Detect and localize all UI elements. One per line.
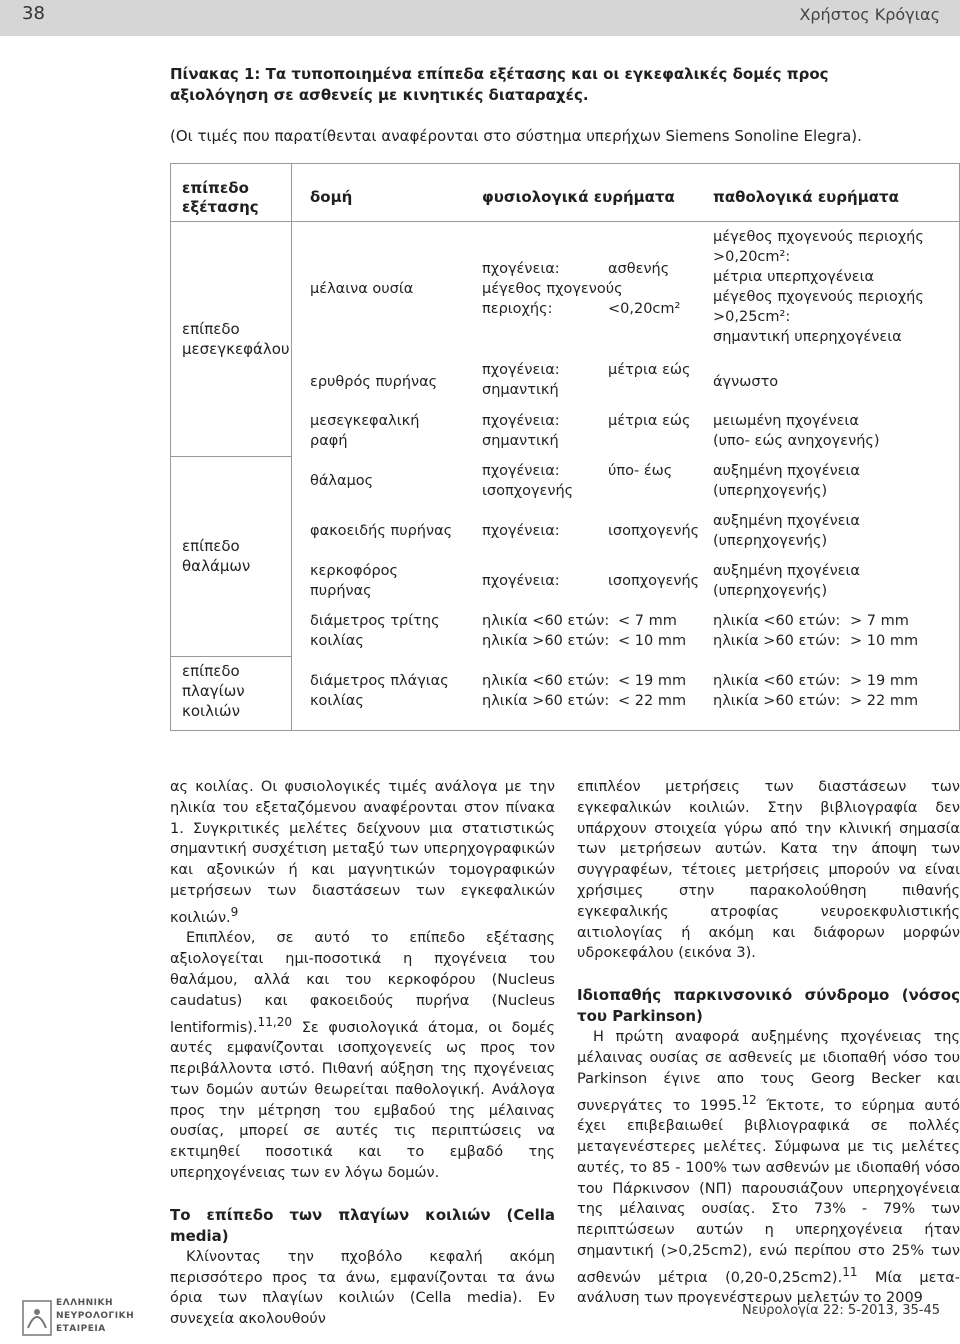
paragraph-text: ας κοιλίας. Οι φυσιολογικές τιμές ανάλογα με την ηλικία του εξεταζόμενου αναφέρονται στον πίνακα 1. Συγκριτικές μελέτες δείχνουν μια στατιστικώς σημαντική συσχέτιση μεταξύ των υπερηχογραφικών και αξονικών ή και μαγνητικών τομογραφικών μετρήσεων των διαστάσεων των εγκεφαλικών κοιλιών. xyxy=(170,779,555,926)
physiological-cell xyxy=(482,571,560,591)
pathological-value-cell xyxy=(850,611,918,651)
header-physiological: φυσιολογικά ευρήματα xyxy=(482,188,675,206)
pathological-line: μέτρια υπερπχογένεια xyxy=(713,269,875,285)
pathological-cell xyxy=(713,611,840,651)
physiological-cell xyxy=(482,521,560,541)
structure-line: ερυθρός πυρήνας xyxy=(310,374,438,390)
journal-citation: Νευρολογία 22: 5-2013, 35-45 xyxy=(741,1303,940,1318)
pathological-cell xyxy=(713,372,778,392)
physiological-cell xyxy=(482,360,560,400)
header-structure: δομή xyxy=(310,188,353,206)
physiological-line: ηλικία <60 ετών: xyxy=(482,673,610,689)
physiological-line: πχογένεια: xyxy=(482,573,560,589)
level-line: επίπεδο xyxy=(182,662,240,680)
physiological-line: < 10 mm xyxy=(618,633,687,649)
structure-cell xyxy=(310,411,419,451)
structure-cell xyxy=(310,521,452,541)
header-level xyxy=(182,179,259,217)
physiological-line xyxy=(608,279,680,299)
structure-line: διάμετρος πλάγιας xyxy=(310,673,449,689)
paragraph xyxy=(170,777,555,928)
physiological-line: ηλικία >60 ετών: xyxy=(482,693,610,709)
paragraph xyxy=(170,928,555,1183)
physiological-line: περιοχής: xyxy=(482,301,553,317)
citation: 9 xyxy=(230,904,239,919)
physiological-cell xyxy=(482,461,573,501)
pathological-line: (υπερηχογενής) xyxy=(713,533,828,549)
structure-cell xyxy=(310,671,449,711)
paragraph-text: Σε φυσιολογικά άτομα, οι δομές αυτές εμφανίζονται ισοπχογενείς ως προς τον περιβάλλοντα ιστό. Πιθανή αύξηση της πχογένειας των δομών αυτών θεωρείται παθολογική. Ανάλογα προς την μέτρηση του εμβαδού της μέλαινας ουσίας, μπορεί σε αυτές τις περιπτώσεις να εκτιμηθεί ποσοτικά και το εμβαδό της υπερηχογένειας των εν λόγω δομών. xyxy=(170,1019,555,1181)
pathological-line: (υπο- εώς ανηχογενής) xyxy=(713,433,880,449)
pathological-line: ηλικία >60 ετών: xyxy=(713,693,841,709)
paragraph-text: Έκτοτε, το εύρημα αυτό έχει επιβεβαιωθεί βιβλιογραφικά σε πολλές μεταγενέστερες μελέτες. Σύμφωνα με τις μελέτες αυτές, το 85 - 100% των ασθενών με ιδιοπαθή νόσο του Πάρκινσον (ΝΠ) παρουσιάζουν υπερηχογένεια της μέλαινας ουσίας. Στο 73% - 79% των περιπτώσεων αυτών η υπερηχογένεια ήταν σημαντική (>0,25cm2), ενώ περίπου στο 25% των ασθενών μέτρια (0,20-0,25cm2). xyxy=(577,1097,960,1286)
section-heading: Ιδιοπαθής παρκινσονικό σύνδρομο (νόσος του Parkinson) xyxy=(577,986,960,1026)
pathological-line: > 22 mm xyxy=(850,693,919,709)
findings-table xyxy=(170,163,960,731)
level-line: επίπεδο xyxy=(182,320,240,338)
physiological-line: < 19 mm xyxy=(618,673,687,689)
physiological-line: ισοπχογενής xyxy=(482,483,574,499)
table-rule xyxy=(170,456,291,457)
right-column xyxy=(577,777,960,1309)
physiological-cell xyxy=(482,671,609,711)
logo-text: ΕΤΑΙΡΕΙΑ xyxy=(56,1324,106,1334)
left-column xyxy=(170,777,555,1330)
level-mesencephalon xyxy=(182,319,290,359)
header-level-line: εξέτασης xyxy=(182,198,259,216)
physiological-line: ισοπχογενής xyxy=(608,573,700,589)
structure-cell xyxy=(310,372,437,392)
physiological-line: ηλικία >60 ετών: xyxy=(482,633,610,649)
paragraph: επιπλέον μετρήσεις των διαστάσεων των εγκεφαλικών κοιλιών. Στην βιβλιογραφία δεν υπάρχουν στοιχεία γύρω από την κλινική σημασία των μετρήσεων αυτών. Κατα την άποψη των συγγραφέων, τέτοιες μετρήσεις μπορούν να είναι χρήσιμες στην παρακολούθηση πιθανής εγκεφαλικής ατροφίας νευροεκφυλιστικής αιτιολογίας ή ακόμη και διάφορων μορφών υδροκεφάλου (εικόνα 3). xyxy=(577,779,960,962)
physiological-value-cell xyxy=(608,360,691,380)
pathological-line: μέγεθος πχογενούς περιοχής xyxy=(713,229,924,245)
header-pathological: παθολογικά ευρήματα xyxy=(713,188,899,206)
level-ventricles xyxy=(182,661,245,721)
header-level-line: επίπεδο xyxy=(182,179,249,197)
pathological-line: άγνωστο xyxy=(713,374,779,390)
physiological-cell xyxy=(482,411,560,451)
table-rule xyxy=(170,221,960,222)
structure-line: διάμετρος τρίτης xyxy=(310,613,440,629)
physiological-line: ισοπχογενής xyxy=(608,523,700,539)
society-logo xyxy=(22,1296,134,1340)
pathological-cell xyxy=(713,227,924,347)
physiological-line: μέτρια εώς xyxy=(608,362,691,378)
paragraph xyxy=(577,1027,960,1309)
pathological-line: (υπερηχογενής) xyxy=(713,483,828,499)
level-line: μεσεγκεφάλου xyxy=(182,340,290,358)
pathological-line: > 7 mm xyxy=(850,613,909,629)
physiological-value-cell xyxy=(608,411,691,431)
table-note: (Οι τιμές που παρατίθενται αναφέρονται στο σύστημα υπερήχων Siemens Sonoline Elegra). xyxy=(170,127,862,145)
physiological-line: < 7 mm xyxy=(618,613,677,629)
physiological-line: <0,20cm² xyxy=(608,301,681,317)
table-rule xyxy=(170,730,960,731)
structure-cell xyxy=(310,611,440,651)
pathological-line: >0,25cm²: xyxy=(713,309,791,325)
pathological-line: > 10 mm xyxy=(850,633,919,649)
paragraph-text: Επιπλέον, σε αυτό το επίπεδο εξέτασης αξιολογείται ημι-ποσοτικά η πχογένεια του θαλάμου, αλλά και του κερκοφόρου (Nucleus caudatus) και φακοειδούς πυρήνα (Nucleus lentiformis). xyxy=(170,930,555,1036)
table-rule xyxy=(291,163,292,731)
physiological-value-cell xyxy=(608,521,699,541)
physiological-value-cell xyxy=(618,671,686,711)
pathological-line: (υπερηχογενής) xyxy=(713,583,828,599)
pathological-line: ηλικία <60 ετών: xyxy=(713,673,841,689)
physiological-line: < 22 mm xyxy=(618,693,687,709)
citation: 11 xyxy=(842,1264,858,1279)
structure-line: κοιλίας xyxy=(310,633,364,649)
pathological-cell xyxy=(713,671,840,711)
level-line: επίπεδο xyxy=(182,537,240,555)
structure-line: φακοειδής πυρήνας xyxy=(310,523,453,539)
physiological-line: ασθενής xyxy=(608,261,670,277)
structure-line: κοιλίας xyxy=(310,693,364,709)
logo-text: ΕΛΛΗΝΙΚΗ xyxy=(56,1298,113,1308)
physiological-line: πχογένεια: xyxy=(482,523,560,539)
physiological-value-cell xyxy=(608,461,672,481)
physiological-line: πχογένεια: xyxy=(482,413,560,429)
citation: 12 xyxy=(741,1092,757,1107)
pathological-line: μειωμένη πχογένεια xyxy=(713,413,859,429)
level-line: θαλάμων xyxy=(182,557,251,575)
physiological-line: πχογένεια: xyxy=(482,261,560,277)
pathological-line: >0,20cm²: xyxy=(713,249,791,265)
pathological-line: ηλικία >60 ετών: xyxy=(713,633,841,649)
structure-cell xyxy=(310,471,373,491)
physiological-line: πχογένεια: xyxy=(482,362,560,378)
physiological-cell xyxy=(482,259,623,319)
pathological-line: > 19 mm xyxy=(850,673,919,689)
page-number: 38 xyxy=(22,3,45,24)
section-heading: Το επίπεδο των πλαγίων κοιλιών (Cella media) xyxy=(170,1205,555,1245)
paragraph: Κλίνοντας την πχοβόλο κεφαλή ακόμη περισσότερο προς τα άνω, εμφανίζονται τα άνω όρια των πλαγίων κοιλιών (Cella media). Εν συνεχεία ακολουθούν xyxy=(170,1248,555,1328)
paragraph-text: Η πρώτη αναφορά αυξημένης πχογένειας της μέλαινας ουσίας σε ασθενείς με ιδιοπαθή νόσο του Parkinson έγινε απο τους Georg Becker και συνεργάτες το 1995. xyxy=(577,1029,960,1114)
level-line: κοιλιών xyxy=(182,702,240,720)
pathological-line: αυξημένη πχογένεια xyxy=(713,513,860,529)
structure-cell xyxy=(310,279,413,299)
physiological-line: ηλικία <60 ετών: xyxy=(482,613,610,629)
pathological-cell xyxy=(713,511,860,551)
level-thalamus xyxy=(182,536,250,576)
pathological-cell xyxy=(713,561,860,601)
physiological-cell xyxy=(482,611,609,651)
citation: 11,20 xyxy=(257,1014,293,1029)
physiological-line: μέτρια εώς xyxy=(608,413,691,429)
pathological-line: σημαντική υπερηχογένεια xyxy=(713,329,902,345)
pathological-cell xyxy=(713,461,860,501)
physiological-value-cell xyxy=(608,571,699,591)
structure-line: πυρήνας xyxy=(310,583,372,599)
physiological-line: σημαντική xyxy=(482,433,559,449)
physiological-line: ύπο- έως xyxy=(608,463,673,479)
pathological-line: αυξημένη πχογένεια xyxy=(713,563,860,579)
pathological-value-cell xyxy=(850,671,918,711)
structure-cell xyxy=(310,561,398,601)
pathological-line: αυξημένη πχογένεια xyxy=(713,463,860,479)
structure-line: κερκοφόρος xyxy=(310,563,399,579)
structure-line: μεσεγκεφαλική xyxy=(310,413,420,429)
table-rule xyxy=(170,163,960,164)
logo-text: ΝΕΥΡΟΛΟΓΙΚΗ xyxy=(56,1311,135,1321)
pathological-line: μέγεθος πχογενούς περιοχής xyxy=(713,289,924,305)
table-rule xyxy=(170,656,291,657)
structure-line: μέλαινα ουσία xyxy=(310,281,414,297)
society-logo-icon xyxy=(22,1300,52,1336)
pathological-line: ηλικία <60 ετών: xyxy=(713,613,841,629)
physiological-value-cell xyxy=(618,611,686,651)
physiological-value-cell xyxy=(608,259,680,319)
physiological-line: πχογένεια: xyxy=(482,463,560,479)
table-rule xyxy=(170,163,171,731)
physiological-line: σημαντική xyxy=(482,382,559,398)
paragraph-text: Μία μετα-ανάλυση των προγενέστερων μελετών το 2009 xyxy=(577,1269,960,1307)
physiological-line: μέγεθος πχογενούς xyxy=(482,281,623,297)
structure-line: ραφή xyxy=(310,433,348,449)
pathological-cell xyxy=(713,411,880,451)
level-line: πλαγίων xyxy=(182,682,245,700)
structure-line: θάλαμος xyxy=(310,473,374,489)
running-author: Χρήστος Κρόγιας xyxy=(799,5,940,24)
table-caption: Πίνακας 1: Τα τυποποιημένα επίπεδα εξέτασης και οι εγκεφαλικές δομές προς αξιολόγηση σε ασθενείς με κινητικές διαταραχές. xyxy=(170,65,829,104)
running-header xyxy=(0,0,960,36)
